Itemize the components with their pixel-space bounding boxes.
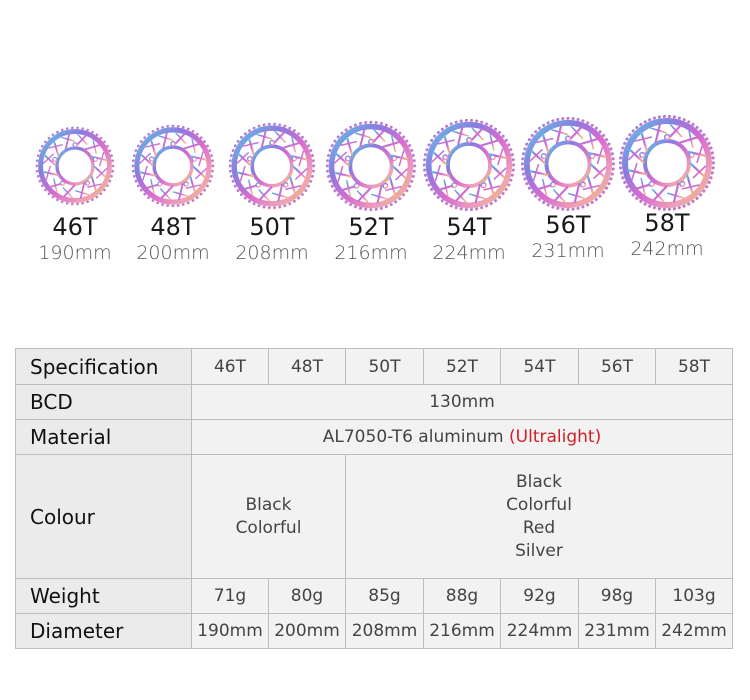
gear-diameter-label: 224mm [432, 242, 506, 264]
row-label: Colour [16, 455, 192, 579]
gear-diameter-label: 190mm [38, 242, 112, 264]
colour-option: Colorful [506, 494, 572, 515]
table-cell: 85g [346, 579, 424, 614]
chainring-46t-image [34, 125, 116, 207]
chainring-50t-image [227, 121, 317, 211]
colour-option: Black [245, 494, 292, 515]
chainring-54t [416, 125, 522, 265]
colour-cell-large [346, 455, 733, 579]
row-label: Diameter [16, 614, 192, 649]
table-cell: 190mm [192, 614, 269, 649]
chainring-50t [220, 125, 324, 265]
row-label: Specification [16, 349, 192, 385]
material-cell [192, 420, 733, 455]
material-value: AL7050-T6 aluminum [322, 427, 504, 447]
table-cell: 50T [346, 349, 424, 385]
gear-teeth-label: 54T [446, 213, 492, 241]
spec-row-colour [16, 455, 733, 579]
spec-row-bcd [16, 385, 733, 420]
gear-teeth-label: 52T [348, 213, 394, 241]
spec-row-diameter [16, 614, 733, 649]
gear-teeth-label: 56T [545, 211, 591, 239]
spec-row-material [16, 420, 733, 455]
chainring-58t-image [617, 113, 717, 213]
chainring-gallery [0, 125, 750, 300]
chainring-48t-image [130, 123, 216, 209]
chainring-46t [26, 125, 124, 265]
table-cell: 88g [424, 579, 501, 614]
gear-diameter-label: 242mm [630, 238, 704, 260]
row-label: Material [16, 420, 192, 455]
spec-table [15, 348, 733, 649]
table-cell: 52T [424, 349, 501, 385]
chainring-48t [122, 125, 224, 265]
table-cell: 224mm [501, 614, 579, 649]
chainring-56t [516, 125, 620, 263]
spec-row-specification [16, 349, 733, 385]
gear-teeth-label: 46T [52, 213, 98, 241]
table-cell: 103g [656, 579, 733, 614]
table-cell: 130mm [192, 385, 733, 420]
colour-option: Black [516, 471, 562, 492]
table-cell: 208mm [346, 614, 424, 649]
colour-option: Red [522, 517, 556, 538]
table-cell: 71g [192, 579, 269, 614]
table-cell: 92g [501, 579, 579, 614]
table-cell: 80g [269, 579, 346, 614]
gear-teeth-label: 58T [644, 209, 690, 237]
chainring-54t-image [421, 117, 517, 213]
table-cell: 216mm [424, 614, 501, 649]
table-cell: 54T [501, 349, 579, 385]
colour-cell-small [192, 455, 346, 579]
gear-diameter-label: 200mm [136, 242, 210, 264]
material-note: (Ultralight) [509, 427, 602, 447]
gear-diameter-label: 231mm [531, 240, 605, 262]
gear-diameter-label: 208mm [235, 242, 309, 264]
chainring-52t [318, 125, 424, 265]
table-cell: 231mm [579, 614, 656, 649]
table-cell: 200mm [269, 614, 346, 649]
table-cell: 242mm [656, 614, 733, 649]
chainring-58t [614, 125, 720, 261]
gear-diameter-label: 216mm [334, 242, 408, 264]
table-cell: 56T [579, 349, 656, 385]
chainring-52t-image [324, 119, 418, 213]
table-cell: 48T [269, 349, 346, 385]
table-cell: 58T [656, 349, 733, 385]
table-cell: 46T [192, 349, 269, 385]
colour-option: Silver [515, 540, 563, 561]
colour-option: Colorful [235, 517, 302, 538]
row-label: BCD [16, 385, 192, 420]
row-label: Weight [16, 579, 192, 614]
table-cell: 98g [579, 579, 656, 614]
gear-teeth-label: 48T [150, 213, 196, 241]
gear-teeth-label: 50T [249, 213, 295, 241]
spec-row-weight [16, 579, 733, 614]
chainring-56t-image [519, 115, 617, 213]
